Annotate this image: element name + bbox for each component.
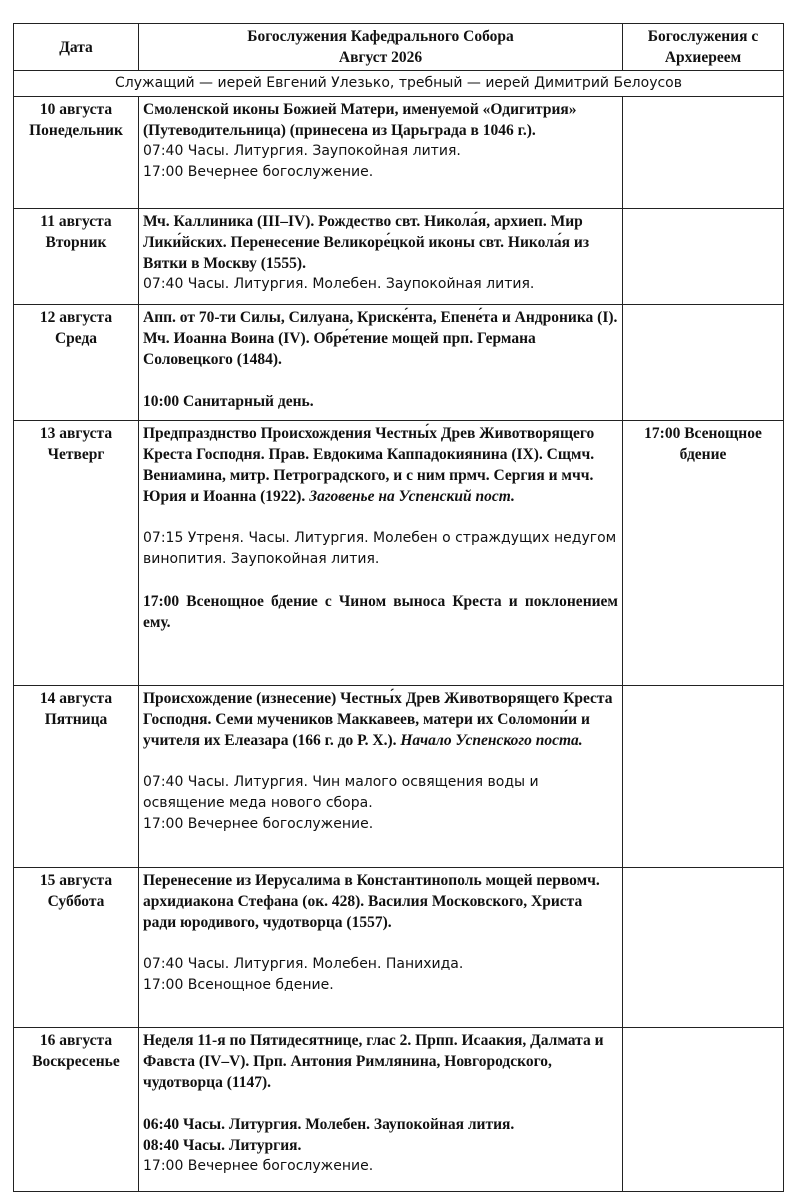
feast-text: Перенесение из Иерусалима в Константинополь мощей первомч. архидиакона Стефана (ок. 428). Василия Московского, Христа ради юродивого, чудотворца (1557).	[143, 872, 600, 931]
fast-note: Заговенье на Успенский пост.	[309, 488, 515, 505]
day-weekday: Вторник	[45, 234, 107, 251]
day-date: 12 августа	[39, 309, 113, 326]
clergy-note: Служащий — иерей Евгений Улезько, требный — иерей Димитрий Белоусов	[14, 71, 784, 97]
date-cell	[14, 421, 139, 686]
day-weekday: Воскресенье	[32, 1053, 120, 1070]
header-cathedral	[139, 24, 623, 71]
day-date: 11 августа	[40, 213, 112, 230]
services-cell	[139, 209, 623, 305]
bishop-cell	[623, 421, 784, 686]
feast-text: Мч. Каллиника (III–IV). Рождество свт. Никола́я, архиеп. Мир Лики́йских. Перенесение Великоре́цкой иконы свт. Никола́я из Вятки в Москву (1555).	[143, 213, 590, 272]
header-cathedral-title: Богослужения Кафедрального Собора	[247, 28, 514, 45]
bishop-cell	[623, 209, 784, 305]
bishop-cell	[623, 686, 784, 868]
day-row	[14, 97, 784, 209]
header-row	[14, 24, 784, 71]
date-cell	[14, 97, 139, 209]
header-date: Дата	[14, 24, 139, 71]
date-cell	[14, 868, 139, 1028]
bishop-cell	[623, 1028, 784, 1192]
date-cell	[14, 305, 139, 421]
services-cell	[139, 686, 623, 868]
day-weekday: Среда	[54, 330, 98, 347]
day-row	[14, 421, 784, 686]
feast-text: Предпразднство Происхождения Честны́х Древ Животворящего Креста Господня. Прав. Евдокима Каппадокиянина (IX). Сщмч. Вениамина, митр. Петроградского, и с ним прмч. Сергия и мчч. Юрия и Иоанна (1922).	[143, 425, 595, 505]
feast-text: Происхождение (изнесение) Честны́х Древ Животворящего Креста Господня. Семи мучеников Маккавеев, матери их Соломони́и и учителя их Елеазара (166 г. до Р. Х.).	[143, 690, 613, 749]
schedule-table	[13, 23, 784, 1192]
fast-note: Начало Успенского поста.	[400, 732, 583, 749]
day-row	[14, 209, 784, 305]
day-date: 15 августа	[39, 872, 113, 889]
service-line: 17:00 Вечернее богослужение.	[143, 1158, 374, 1174]
service-line: 07:40 Часы. Литургия. Молебен. Заупокойная лития.	[143, 276, 535, 292]
special-service: 10:00 Санитарный день.	[143, 393, 314, 410]
day-weekday: Суббота	[47, 893, 105, 910]
service-line: 07:15 Утреня. Часы. Литургия. Молебен о страждущих недугом винопития. Заупокойная лития.	[143, 530, 617, 567]
feast-text: Смоленской иконы Божией Матери, именуемой «Одигитрия» (Путеводительница) (принесена из Царьграда в 1046 г.).	[143, 101, 577, 139]
feast-text: Неделя 11-я по Пятидесятнице, глас 2. Прпп. Исаакия, Далмата и Фавста (IV–V). Прп. Антония Римлянина, Новгородского, чудотворца (1147).	[143, 1032, 604, 1091]
service-line: 07:40 Часы. Литургия. Чин малого освящения воды и освящение меда нового сбора.	[143, 774, 539, 811]
service-line: 17:00 Вечернее богослужение.	[143, 164, 374, 180]
day-row	[14, 1028, 784, 1192]
date-cell	[14, 686, 139, 868]
date-cell	[14, 1028, 139, 1192]
special-service: 17:00 Всенощное бдение с Чином выноса Креста и поклонением ему.	[143, 593, 618, 631]
day-date: 10 августа	[39, 101, 113, 118]
day-weekday: Пятница	[44, 711, 108, 728]
bishop-cell	[623, 97, 784, 209]
feast-text: Апп. от 70-ти Силы, Силуана, Криске́нта, Епене́та и Андроника (I). Мч. Иоанна Воина (IV). Обре́тение мощей прп. Германа Соловецкого (1484).	[143, 309, 618, 368]
day-row	[14, 305, 784, 421]
bishop-service-line2: бдение	[679, 446, 727, 463]
day-date: 16 августа	[39, 1032, 113, 1049]
day-date: 13 августа	[39, 425, 113, 442]
day-weekday: Четверг	[47, 446, 105, 463]
bishop-cell	[623, 868, 784, 1028]
services-cell	[139, 97, 623, 209]
service-line: 17:00 Вечернее богослужение.	[143, 816, 374, 832]
services-cell	[139, 305, 623, 421]
services-cell	[139, 421, 623, 686]
header-bishop-line2: Архиереем	[664, 49, 742, 66]
header-bishop-line1: Богослужения с	[647, 28, 759, 45]
services-cell	[139, 1028, 623, 1192]
service-line: 07:40 Часы. Литургия. Молебен. Панихида.	[143, 956, 464, 972]
day-row	[14, 686, 784, 868]
bold-service-line: 06:40 Часы. Литургия. Молебен. Заупокойная лития.	[143, 1116, 515, 1133]
services-cell	[139, 868, 623, 1028]
day-date: 14 августа	[39, 690, 113, 707]
bold-service-line: 08:40 Часы. Литургия.	[143, 1137, 302, 1154]
day-row	[14, 868, 784, 1028]
date-cell	[14, 209, 139, 305]
service-line: 07:40 Часы. Литургия. Заупокойная лития.	[143, 143, 461, 159]
bishop-cell	[623, 305, 784, 421]
header-bishop	[623, 24, 784, 71]
day-weekday: Понедельник	[29, 122, 123, 139]
service-line: 17:00 Всенощное бдение.	[143, 977, 334, 993]
clergy-row	[14, 71, 784, 97]
bishop-service-line1: 17:00 Всенощное	[644, 425, 762, 442]
header-month: Август 2026	[338, 49, 423, 66]
